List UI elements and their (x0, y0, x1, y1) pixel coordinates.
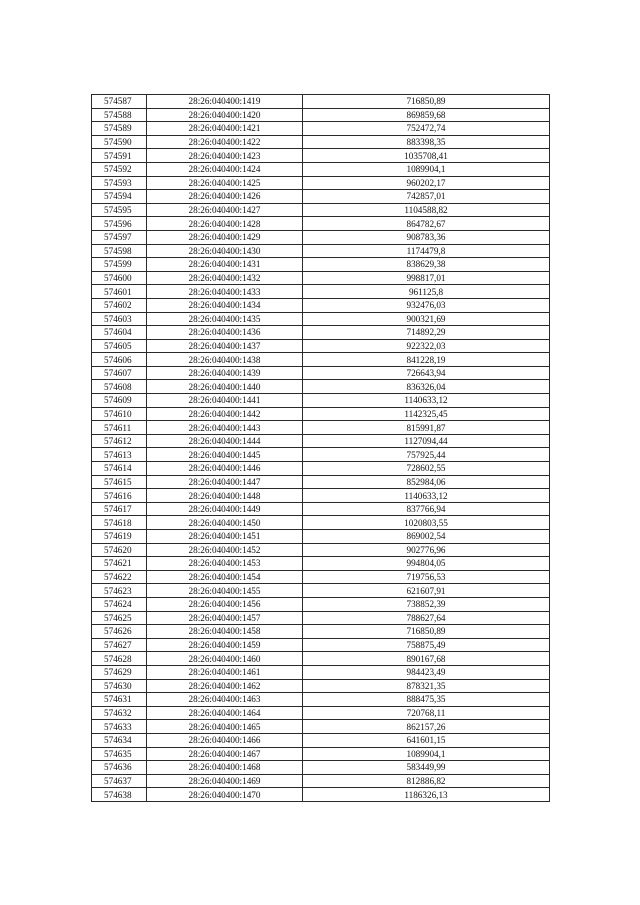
cadastral-value-cell: 714892,29 (303, 326, 550, 340)
table-row (92, 271, 550, 285)
record-number-cell: 574597 (92, 230, 147, 244)
cadastral-number-cell: 28:26:040400:1439 (147, 366, 303, 380)
cadastral-number-cell: 28:26:040400:1430 (147, 244, 303, 258)
record-number-cell: 574638 (92, 788, 147, 802)
table-row (92, 326, 550, 340)
table-row (92, 108, 550, 122)
table-row (92, 516, 550, 530)
table-row (92, 353, 550, 367)
cadastral-value-cell: 738852,39 (303, 597, 550, 611)
cadastral-number-cell: 28:26:040400:1462 (147, 679, 303, 693)
cadastral-value-cell: 900321,69 (303, 312, 550, 326)
record-number-cell: 574636 (92, 761, 147, 775)
cadastral-number-cell: 28:26:040400:1432 (147, 271, 303, 285)
cadastral-value-cell: 869002,54 (303, 530, 550, 544)
cadastral-value-cell: 984423,49 (303, 665, 550, 679)
cadastral-value-cell: 1089904,1 (303, 747, 550, 761)
table-row (92, 625, 550, 639)
record-number-cell: 574627 (92, 638, 147, 652)
table-row (92, 380, 550, 394)
record-number-cell: 574629 (92, 665, 147, 679)
cadastral-value-cell: 998817,01 (303, 271, 550, 285)
cadastral-number-cell: 28:26:040400:1425 (147, 176, 303, 190)
cadastral-value-table (91, 94, 550, 802)
record-number-cell: 574592 (92, 162, 147, 176)
record-number-cell: 574594 (92, 190, 147, 204)
table-row (92, 462, 550, 476)
table-row (92, 570, 550, 584)
cadastral-value-cell: 621607,91 (303, 584, 550, 598)
cadastral-value-cell: 922322,03 (303, 339, 550, 353)
cadastral-value-cell: 862157,26 (303, 720, 550, 734)
cadastral-value-cell: 815991,87 (303, 421, 550, 435)
cadastral-value-cell: 1140633,12 (303, 489, 550, 503)
table-row (92, 747, 550, 761)
cadastral-number-cell: 28:26:040400:1459 (147, 638, 303, 652)
cadastral-value-cell: 758875,49 (303, 638, 550, 652)
table-row (92, 285, 550, 299)
cadastral-value-cell: 960202,17 (303, 176, 550, 190)
table-row (92, 788, 550, 802)
table-row (92, 434, 550, 448)
table-row (92, 258, 550, 272)
cadastral-number-cell: 28:26:040400:1460 (147, 652, 303, 666)
table-row (92, 543, 550, 557)
cadastral-value-cell: 716850,89 (303, 95, 550, 109)
record-number-cell: 574626 (92, 625, 147, 639)
table-row (92, 122, 550, 136)
cadastral-number-cell: 28:26:040400:1451 (147, 530, 303, 544)
cadastral-number-cell: 28:26:040400:1421 (147, 122, 303, 136)
cadastral-number-cell: 28:26:040400:1423 (147, 149, 303, 163)
cadastral-number-cell: 28:26:040400:1455 (147, 584, 303, 598)
table-row (92, 584, 550, 598)
table-row (92, 244, 550, 258)
table-row (92, 706, 550, 720)
cadastral-number-cell: 28:26:040400:1443 (147, 421, 303, 435)
cadastral-number-cell: 28:26:040400:1436 (147, 326, 303, 340)
cadastral-number-cell: 28:26:040400:1458 (147, 625, 303, 639)
cadastral-value-cell: 883398,35 (303, 135, 550, 149)
table-row (92, 217, 550, 231)
cadastral-value-cell: 838629,38 (303, 258, 550, 272)
table-body (92, 95, 550, 802)
record-number-cell: 574595 (92, 203, 147, 217)
cadastral-value-cell: 869859,68 (303, 108, 550, 122)
table-row (92, 230, 550, 244)
record-number-cell: 574606 (92, 353, 147, 367)
cadastral-value-cell: 1127094,44 (303, 434, 550, 448)
record-number-cell: 574637 (92, 774, 147, 788)
cadastral-number-cell: 28:26:040400:1464 (147, 706, 303, 720)
record-number-cell: 574589 (92, 122, 147, 136)
cadastral-number-cell: 28:26:040400:1466 (147, 733, 303, 747)
cadastral-value-cell: 1089904,1 (303, 162, 550, 176)
table-row (92, 162, 550, 176)
cadastral-value-cell: 742857,01 (303, 190, 550, 204)
cadastral-value-cell: 720768,11 (303, 706, 550, 720)
cadastral-number-cell: 28:26:040400:1422 (147, 135, 303, 149)
table-row (92, 733, 550, 747)
record-number-cell: 574604 (92, 326, 147, 340)
record-number-cell: 574607 (92, 366, 147, 380)
table-row (92, 638, 550, 652)
table-row (92, 597, 550, 611)
cadastral-number-cell: 28:26:040400:1448 (147, 489, 303, 503)
record-number-cell: 574600 (92, 271, 147, 285)
cadastral-number-cell: 28:26:040400:1431 (147, 258, 303, 272)
cadastral-number-cell: 28:26:040400:1428 (147, 217, 303, 231)
cadastral-number-cell: 28:26:040400:1452 (147, 543, 303, 557)
table-row (92, 693, 550, 707)
cadastral-value-cell: 1186326,13 (303, 788, 550, 802)
record-number-cell: 574605 (92, 339, 147, 353)
table-row (92, 407, 550, 421)
cadastral-number-cell: 28:26:040400:1424 (147, 162, 303, 176)
table-row (92, 298, 550, 312)
cadastral-number-cell: 28:26:040400:1469 (147, 774, 303, 788)
record-number-cell: 574634 (92, 733, 147, 747)
record-number-cell: 574588 (92, 108, 147, 122)
record-number-cell: 574591 (92, 149, 147, 163)
record-number-cell: 574635 (92, 747, 147, 761)
record-number-cell: 574612 (92, 434, 147, 448)
cadastral-number-cell: 28:26:040400:1457 (147, 611, 303, 625)
cadastral-value-cell: 1140633,12 (303, 394, 550, 408)
cadastral-number-cell: 28:26:040400:1445 (147, 448, 303, 462)
cadastral-value-cell: 908783,36 (303, 230, 550, 244)
record-number-cell: 574602 (92, 298, 147, 312)
record-number-cell: 574632 (92, 706, 147, 720)
cadastral-number-cell: 28:26:040400:1434 (147, 298, 303, 312)
cadastral-value-cell: 728602,55 (303, 462, 550, 476)
cadastral-value-cell: 1104588,82 (303, 203, 550, 217)
table-row (92, 665, 550, 679)
table-row (92, 366, 550, 380)
cadastral-value-cell: 878321,35 (303, 679, 550, 693)
record-number-cell: 574630 (92, 679, 147, 693)
table-row (92, 720, 550, 734)
cadastral-value-cell: 841228,19 (303, 353, 550, 367)
cadastral-number-cell: 28:26:040400:1433 (147, 285, 303, 299)
table-row (92, 95, 550, 109)
record-number-cell: 574603 (92, 312, 147, 326)
record-number-cell: 574633 (92, 720, 147, 734)
cadastral-value-cell: 757925,44 (303, 448, 550, 462)
record-number-cell: 574618 (92, 516, 147, 530)
record-number-cell: 574593 (92, 176, 147, 190)
cadastral-number-cell: 28:26:040400:1465 (147, 720, 303, 734)
cadastral-number-cell: 28:26:040400:1470 (147, 788, 303, 802)
cadastral-value-cell: 961125,8 (303, 285, 550, 299)
cadastral-value-cell: 1142325,45 (303, 407, 550, 421)
table-row (92, 448, 550, 462)
record-number-cell: 574625 (92, 611, 147, 625)
table-row (92, 475, 550, 489)
table-row (92, 530, 550, 544)
table-row (92, 761, 550, 775)
table-row (92, 611, 550, 625)
cadastral-value-cell: 836326,04 (303, 380, 550, 394)
cadastral-number-cell: 28:26:040400:1456 (147, 597, 303, 611)
cadastral-number-cell: 28:26:040400:1442 (147, 407, 303, 421)
cadastral-number-cell: 28:26:040400:1419 (147, 95, 303, 109)
record-number-cell: 574623 (92, 584, 147, 598)
cadastral-value-cell: 902776,96 (303, 543, 550, 557)
cadastral-value-cell: 1035708,41 (303, 149, 550, 163)
cadastral-value-cell: 864782,67 (303, 217, 550, 231)
record-number-cell: 574611 (92, 421, 147, 435)
cadastral-value-cell: 994804,05 (303, 557, 550, 571)
cadastral-number-cell: 28:26:040400:1444 (147, 434, 303, 448)
record-number-cell: 574624 (92, 597, 147, 611)
record-number-cell: 574631 (92, 693, 147, 707)
cadastral-number-cell: 28:26:040400:1449 (147, 502, 303, 516)
table-row (92, 652, 550, 666)
cadastral-value-cell: 716850,89 (303, 625, 550, 639)
cadastral-number-cell: 28:26:040400:1437 (147, 339, 303, 353)
cadastral-number-cell: 28:26:040400:1435 (147, 312, 303, 326)
cadastral-value-cell: 788627,64 (303, 611, 550, 625)
cadastral-value-cell: 890167,68 (303, 652, 550, 666)
record-number-cell: 574622 (92, 570, 147, 584)
table-row (92, 774, 550, 788)
table-row (92, 679, 550, 693)
table-row (92, 502, 550, 516)
record-number-cell: 574610 (92, 407, 147, 421)
cadastral-number-cell: 28:26:040400:1420 (147, 108, 303, 122)
record-number-cell: 574601 (92, 285, 147, 299)
cadastral-value-cell: 932476,03 (303, 298, 550, 312)
cadastral-number-cell: 28:26:040400:1440 (147, 380, 303, 394)
record-number-cell: 574614 (92, 462, 147, 476)
table-row (92, 176, 550, 190)
cadastral-number-cell: 28:26:040400:1468 (147, 761, 303, 775)
record-number-cell: 574609 (92, 394, 147, 408)
cadastral-number-cell: 28:26:040400:1450 (147, 516, 303, 530)
cadastral-value-cell: 719756,53 (303, 570, 550, 584)
cadastral-number-cell: 28:26:040400:1429 (147, 230, 303, 244)
record-number-cell: 574616 (92, 489, 147, 503)
record-number-cell: 574596 (92, 217, 147, 231)
record-number-cell: 574590 (92, 135, 147, 149)
table-row (92, 489, 550, 503)
cadastral-value-cell: 852984,06 (303, 475, 550, 489)
record-number-cell: 574599 (92, 258, 147, 272)
table-row (92, 339, 550, 353)
cadastral-number-cell: 28:26:040400:1438 (147, 353, 303, 367)
record-number-cell: 574617 (92, 502, 147, 516)
record-number-cell: 574598 (92, 244, 147, 258)
cadastral-value-cell: 1020803,55 (303, 516, 550, 530)
cadastral-number-cell: 28:26:040400:1454 (147, 570, 303, 584)
record-number-cell: 574619 (92, 530, 147, 544)
table-row (92, 394, 550, 408)
cadastral-value-cell: 726643,94 (303, 366, 550, 380)
table-row (92, 312, 550, 326)
cadastral-value-cell: 1174479,8 (303, 244, 550, 258)
cadastral-number-cell: 28:26:040400:1441 (147, 394, 303, 408)
table-row (92, 203, 550, 217)
record-number-cell: 574620 (92, 543, 147, 557)
cadastral-value-cell: 752472,74 (303, 122, 550, 136)
cadastral-number-cell: 28:26:040400:1463 (147, 693, 303, 707)
cadastral-value-cell: 812886,82 (303, 774, 550, 788)
cadastral-number-cell: 28:26:040400:1426 (147, 190, 303, 204)
record-number-cell: 574608 (92, 380, 147, 394)
record-number-cell: 574615 (92, 475, 147, 489)
table-row (92, 557, 550, 571)
cadastral-number-cell: 28:26:040400:1453 (147, 557, 303, 571)
record-number-cell: 574613 (92, 448, 147, 462)
cadastral-value-cell: 583449,99 (303, 761, 550, 775)
cadastral-value-cell: 837766,94 (303, 502, 550, 516)
table-row (92, 421, 550, 435)
record-number-cell: 574587 (92, 95, 147, 109)
record-number-cell: 574628 (92, 652, 147, 666)
cadastral-number-cell: 28:26:040400:1467 (147, 747, 303, 761)
table-row (92, 149, 550, 163)
cadastral-value-cell: 888475,35 (303, 693, 550, 707)
cadastral-number-cell: 28:26:040400:1461 (147, 665, 303, 679)
table-row (92, 190, 550, 204)
record-number-cell: 574621 (92, 557, 147, 571)
table-row (92, 135, 550, 149)
cadastral-number-cell: 28:26:040400:1447 (147, 475, 303, 489)
cadastral-number-cell: 28:26:040400:1427 (147, 203, 303, 217)
cadastral-number-cell: 28:26:040400:1446 (147, 462, 303, 476)
cadastral-value-cell: 641601,15 (303, 733, 550, 747)
